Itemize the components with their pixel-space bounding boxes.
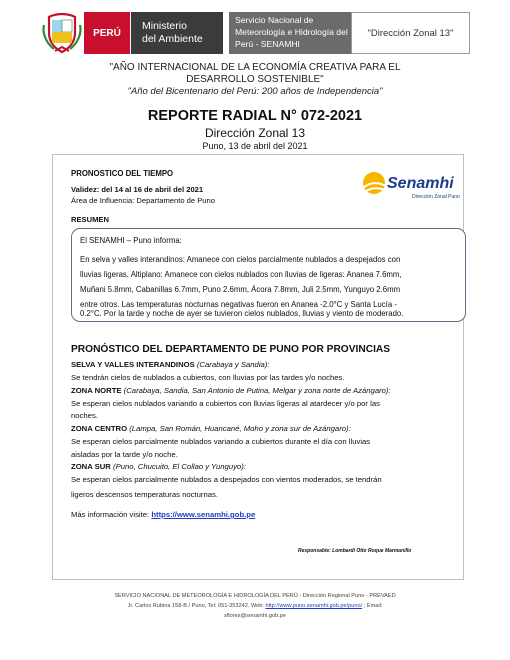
selva-text: Se tendrán cielos de nublados a cubiertos, con lluvias por las tardes y/o noches.	[71, 373, 345, 382]
centro-text: aisladas por la tarde y/o noche.	[71, 450, 178, 459]
norte-text: noches.	[71, 411, 98, 420]
report-title: REPORTE RADIAL N° 072-2021	[147, 108, 363, 124]
year-name-line1: "AÑO INTERNACIONAL DE LA ECONOMÍA CREATIVA PARA EL	[109, 62, 401, 73]
peru-label: PERÚ	[84, 12, 130, 54]
norte-label: ZONA NORTE	[71, 386, 122, 395]
direccion-zonal-box: "Dirección Zonal 13"	[351, 12, 470, 54]
resumen-line: lluvias ligeras. Altiplano: Amanece con cielos nublados con lluvias de ligeras: Ananea 7.6mm,	[80, 270, 402, 279]
selva-places: (Carabaya y Sandia):	[194, 360, 270, 369]
sur-line	[71, 462, 246, 472]
peru-coat-of-arms-icon	[40, 11, 84, 55]
footer-email[interactable]: sflores@senamhi.gob.pe	[224, 613, 286, 619]
senamhi-block	[229, 12, 351, 54]
centro-line	[71, 424, 351, 434]
resumen-line: En selva y valles interandinos: Amanece con cielos parcialmente nublados a despejados con	[80, 255, 401, 264]
footer-address: Jr. Carlos Rubina 158-B / Puno, Tel: 051-353242. Web:	[127, 603, 266, 609]
senamhi-website-link[interactable]: https://www.senamhi.gob.pe	[151, 510, 256, 519]
area-line: Área de Influencia: Departamento de Puno	[71, 196, 215, 205]
year-name-block	[0, 62, 510, 86]
footer-email-label: ; Email:	[362, 603, 383, 609]
senamhi-line1: Servicio Nacional de	[235, 15, 314, 25]
footer-line1: SERVICIO NACIONAL DE METEOROLOGÍA E HIDROLOGÍA DEL PERÚ - Dirección Regional Puno - PREVAED	[114, 593, 396, 599]
ministerio-line2: del Ambiente	[142, 33, 203, 45]
norte-line	[71, 386, 391, 396]
mas-info-label: Más información visite:	[71, 510, 152, 519]
provincias-heading: PRONÓSTICO DEL DEPARTAMENTO DE PUNO POR PROVINCIAS	[71, 344, 391, 355]
report-subtitle: Dirección Zonal 13	[204, 126, 306, 140]
sur-places: (Puno, Chucuito, El Collao y Yunguyo):	[110, 462, 246, 471]
senamhi-line2: Meteorología e Hidrología del	[235, 27, 348, 37]
resumen-intro: El SENAMHI – Puno informa:	[80, 236, 182, 245]
logo-sub: Dirección Zonal Puno	[412, 194, 460, 200]
resumen-line: entre otros. Las temperaturas nocturnas negativas fueron en Ananea -2.0°C y Santa Lucía -	[80, 300, 397, 309]
responsable-line: Responsable: Lombardi Otto Roque Marmanillo	[298, 548, 412, 554]
pronostico-heading: PRONOSTICO DEL TIEMPO	[71, 169, 174, 178]
sur-text: ligeros descensos temperaturas nocturnas.	[71, 490, 218, 499]
senamhi-line3: Perú - SENAMHI	[235, 39, 300, 49]
resumen-label: RESUMEN	[71, 215, 109, 224]
bicentenario-line: "Año del Bicentenario del Perú: 200 años de Independencia"	[127, 86, 383, 97]
sur-text: Se esperan cielos parcialmente nublados a despejados con vientos moderados, se tendrán	[71, 475, 382, 484]
senamhi-logo	[360, 166, 460, 206]
ministerio-block	[131, 12, 223, 54]
report-place-date: Puno, 13 de abril del 2021	[202, 141, 308, 151]
sur-label: ZONA SUR	[71, 462, 111, 471]
centro-label: ZONA CENTRO	[71, 424, 128, 433]
footer-web-link[interactable]: http://www.puno.senamhi.gob.pe/puno/	[265, 603, 363, 609]
selva-label: SELVA Y VALLES INTERANDINOS	[71, 360, 195, 369]
centro-places: (Lampa, San Román, Huancané, Moho y zona sur de Azángaro):	[127, 424, 351, 433]
norte-places: (Carabaya, Sandia, San Antonio de Putina, Melgar y zona norte de Azángaro):	[121, 386, 391, 395]
resumen-line: Muñani 5.8mm, Cabanillas 6.7mm, Puno 2.6mm, Ácora 7.8mm, Juli 2.5mm, Yunguyo 2.6mm	[80, 285, 401, 294]
year-name-line2: DESARROLLO SOSTENIBLE"	[186, 74, 324, 85]
ministerio-line1: Ministerio	[142, 20, 187, 32]
resumen-line: 0.2°C. Por la tarde y noche de ayer se tuvieron cielos nublados, lluvias y viento de moderado.	[80, 309, 404, 318]
validez-line: Validez: del 14 al 16 de abril del 2021	[71, 185, 204, 194]
norte-text: Se esperan cielos nublados variando a cubiertos con lluvias ligeras al atardecer y/o por las	[71, 399, 380, 408]
centro-text: Se esperan cielos parcialmente nublados variando a cubiertos durante el día con lluvias	[71, 437, 371, 446]
mas-info-line	[71, 510, 255, 520]
logo-name: Senamhi	[387, 175, 454, 192]
footer-line2	[0, 603, 510, 609]
selva-line	[71, 360, 270, 370]
